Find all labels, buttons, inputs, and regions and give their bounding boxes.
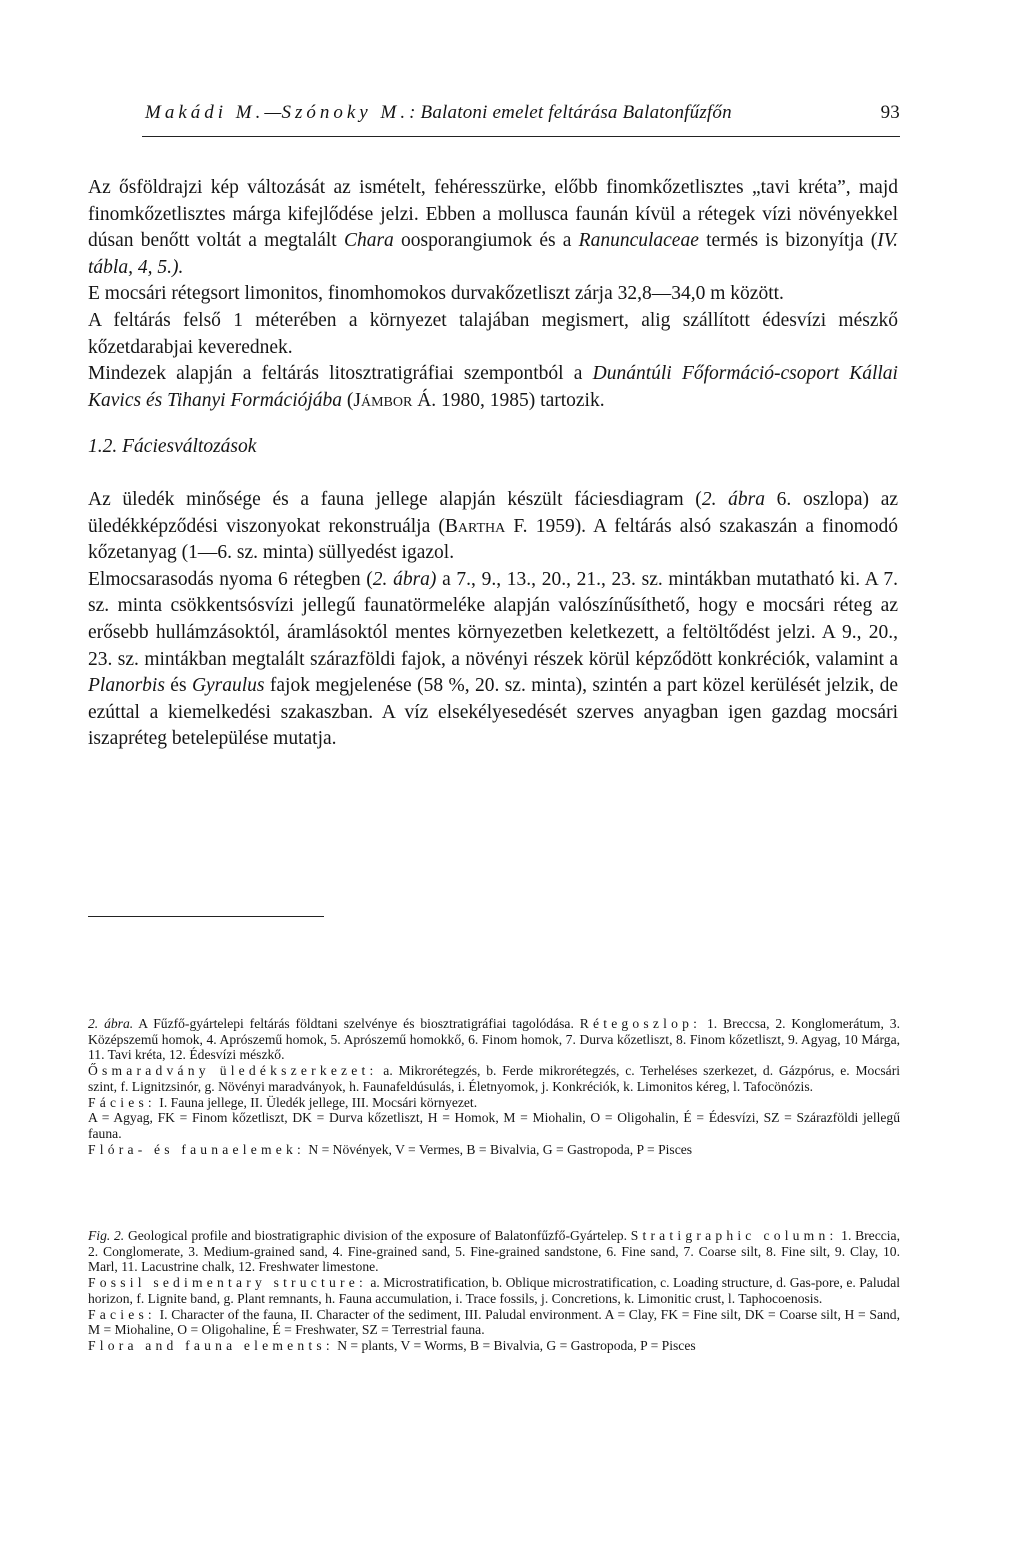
caption-en-intro: [88, 1228, 900, 1275]
caption-en-flora-text: N = plants, V = Worms, B = Bivalvia, G = Gastropoda, P = Pisces: [333, 1337, 696, 1353]
p4-author: Jámbor Á.: [353, 389, 437, 411]
p4-a: Mindezek alapján a feltárás litosztratigráfiai szempontból a: [88, 363, 593, 385]
caption-en-column-text: 1. Breccia, 2. Conglomerate, 3. Medium-grained sand, 4. Fine-grained sand, 5. Fine-grained sandstone, 6. Fine sand, 7. Coarse silt, 8. Fine silt, 9. Clay, 10. Marl, 11. Lacustrine chalk, 12. Freshwater limestone.: [88, 1228, 900, 1275]
p4-b: (: [342, 389, 354, 411]
caption-en-structures: [88, 1275, 900, 1306]
caption-en-flora-title: Flora and fauna elements:: [88, 1337, 334, 1353]
p6-gyraulus: Gyraulus: [191, 675, 265, 697]
section-number: 1.2.: [88, 436, 118, 458]
caption-hu-intro-text: A Fűzfő-gyártelepi feltárás földtani szelvénye és biosztratigráfiai tagolódása.: [133, 1016, 580, 1031]
caption-hu-facies: [88, 1095, 900, 1111]
caption-hu-flora-text: N = Növények, V = Vermes, B = Bivalvia, G = Gastropoda, P = Pisces: [304, 1141, 693, 1157]
p6-planorbis: Planorbis: [88, 675, 165, 697]
section-heading: [88, 434, 898, 461]
header-title: : Balatoni emelet feltárása Balatonfűzfőn: [409, 102, 732, 123]
paragraph-2: E mocsári rétegsort limonitos, finomhomokos durvakőzetliszt zárja 32,8—34,0 m között.: [88, 283, 784, 305]
caption-hu-intro: [88, 1016, 900, 1063]
author-2: Szónoky M.: [281, 102, 410, 123]
author-dash: —: [264, 102, 282, 123]
paragraph-1: [88, 175, 898, 281]
p1-ranunculaceae: Ranunculaceae: [578, 230, 699, 252]
header-rule: [142, 136, 900, 137]
body-text: [88, 175, 898, 753]
p1-chara: Chara: [343, 230, 394, 252]
caption-en-facies-title: Facies:: [88, 1306, 156, 1322]
caption-hu-flora-title: Flóra- és faunaelemek:: [88, 1141, 305, 1157]
p6-b: a 7., 9., 13., 20., 21., 23. sz. mintákban mutatható ki. A 7. sz. minta csökkentsósvízi jellegű faunatörmeléke alapján valószínűsíthető, hogy e mocsári réteg az erősebb hullámzásoktól, áramlásoktól mentes környezetben keletkezett, a feltöltődést jelzi. A 9., 20., 23. sz. mintákban megtalált szárazföldi fajok, a növényi részek körül képződött konkréciók, valamint a: [88, 568, 898, 670]
figure-caption-hu: [88, 1016, 900, 1157]
footnote-rule: [88, 916, 324, 917]
author-1: Makádi M.: [145, 102, 265, 123]
caption-en-label: Fig. 2.: [88, 1228, 125, 1243]
p1-ref: IV. tábla, 4, 5.).: [88, 230, 898, 278]
caption-hu-column-title: Rétegoszlop:: [579, 1016, 702, 1031]
caption-en-facies-text: I. Character of the fauna, II. Character of the sediment, III. Paludal environment. A = Clay, FK = Fine silt, DK = Coarse silt, H = Sand, M = Miohaline, O = Oligohaline, É = Freshwater, SZ = Terrestrial fauna.: [88, 1306, 900, 1338]
p6-a: Elmocsarasodás nyoma 6 rétegben (: [88, 568, 373, 590]
caption-en-structures-text: a. Microstratification, b. Oblique microstratification, c. Loading structure, d. Gas-pore, e. Paludal horizon, f. Lignite band, g. Plant remnants, h. Fauna accumulation, i. Trace fossils, j. Concretions, k. Limonitic crust, l. Taphocoenosis.: [88, 1275, 901, 1306]
p5-c: 1959). A feltárás alsó szakaszán a finomodó kőzetanyag (1—6. sz. minta) süllyedést igazol.: [88, 515, 899, 564]
p1-mid: oosporangiumok és a: [393, 230, 579, 252]
caption-hu-label: 2. ábra.: [88, 1016, 134, 1031]
p6-fig-ref: 2. ábra): [372, 568, 437, 590]
paragraph-4: [88, 361, 898, 414]
caption-en-flora: [88, 1338, 900, 1354]
p5-b: 6. oszlopa) az üledékképződési viszonyokat rekonstruálja (: [88, 488, 899, 537]
p6-and: és: [164, 675, 192, 697]
caption-hu-column-text: 1. Breccsa, 2. Konglomerátum, 3. Középszemű homok, 4. Aprószemű homok, 5. Aprószemű homokkő, 6. Finom homok, 7. Durva kőzetliszt, 8. Finom kőzetliszt, 9. Agyag, 10 Márga, 11. Tavi kréta, 12. Édesvízi mészkő.: [88, 1016, 900, 1063]
header-authors: [145, 102, 409, 123]
section-title: Fáciesváltozások: [122, 436, 257, 458]
page-number: 93: [880, 102, 900, 123]
caption-en-structures-title: Fossil sedimentary structure:: [88, 1275, 367, 1291]
caption-hu-structures: [88, 1063, 900, 1094]
figure-caption-en: [88, 1228, 900, 1354]
paragraph-5: [88, 487, 898, 567]
caption-en-intro-text: Geological profile and biostratigraphic division of the exposure of Balatonfűzfő-Gyártelep.: [124, 1228, 631, 1243]
running-header: [145, 102, 900, 124]
p1-text: Az ősföldrajzi kép változását az ismételt, fehéresszürke, előbb finomkőzetlisztes „tavi kréta”, majd finomkőzetlisztes márga kifejlődése jelzi. Ebben a mollusca faunán kívül a rétegek vízi növényekkel dúsan benőtt voltát a megtalált: [88, 177, 898, 252]
caption-hu-structures-title: Ősmaradvány üledékszerkezet:: [88, 1063, 378, 1079]
caption-hu-structures-text: a. Mikrorétegzés, b. Ferde mikrorétegzés, c. Terheléses szerkezet, d. Gázpórus, e. Mocsári szint, f. Lignitzsinór, g. Növényi maradványok, h. Faunafeldúsulás, i. Életnyomok, j. Konkréciók, k. Limonitos kéreg, l. Tafocönózis.: [88, 1063, 900, 1094]
paragraph-6: [88, 567, 898, 753]
p4-c: 1980, 1985) tartozik.: [436, 389, 605, 411]
p4-formation: Dunántúli Főformáció-csoport Kállai Kavics és Tihanyi Formációjába: [88, 363, 898, 411]
paragraph-3: A feltárás felső 1 méterében a környezet talajában megismert, alig szállított édesvízi mészkő kőzetdarabjai keverednek.: [88, 309, 898, 358]
caption-hu-facies-text: I. Fauna jellege, II. Üledék jellege, III. Mocsári környezet.: [155, 1094, 478, 1110]
p5-fig-ref: 2. ábra: [701, 488, 765, 510]
caption-hu-facies-title: Fácies:: [88, 1094, 156, 1110]
caption-hu-abbreviations: A = Agyag, FK = Finom kőzetliszt, DK = Durva kőzetliszt, H = Homok, M = Miohalin, O = Oligohalin, É = Édesvízi, SZ = Szárazföldi jellegű fauna.: [88, 1110, 900, 1141]
caption-en-facies: [88, 1307, 900, 1338]
caption-en-column-title: Stratigraphic column:: [630, 1228, 838, 1243]
p5-author: Bartha F.: [444, 515, 528, 537]
p5-a: Az üledék minősége és a fauna jellege alapján készült fáciesdiagram (: [88, 488, 702, 510]
caption-hu-flora: [88, 1142, 900, 1158]
p1-end: termés is bizonyítja (: [698, 230, 878, 252]
p6-c: fajok megjelenése (58 %, 20. sz. minta), szintén a part közel kerülését jelzik, de ezúttal a kiemelkedési szakaszban. A víz elsekélyesedését szerves anyagban igen gazdag mocsári iszapréteg betelepülése mutatja.: [88, 675, 898, 750]
